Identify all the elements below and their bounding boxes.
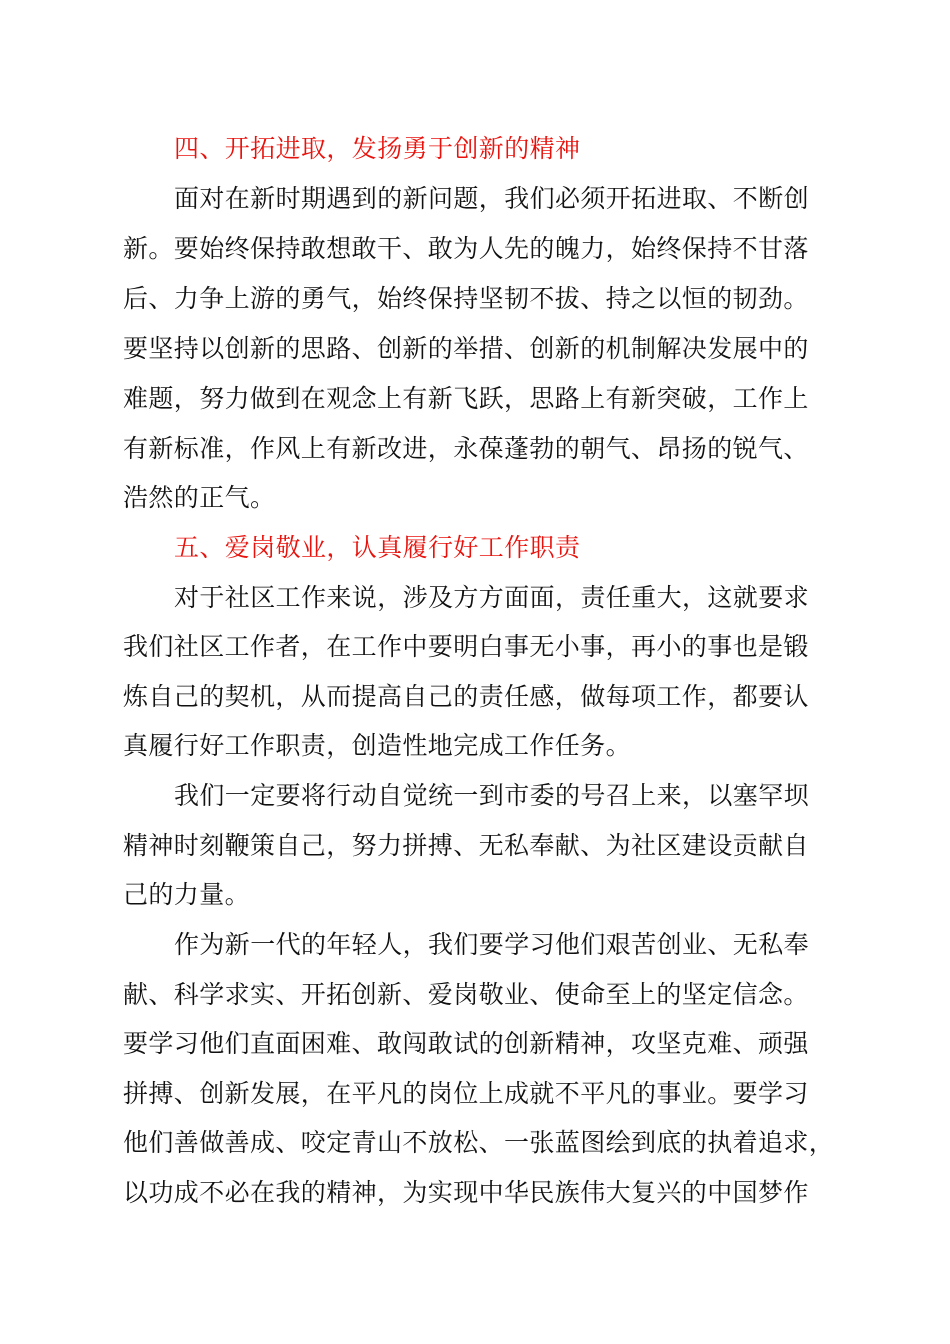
paragraph-line: 新。要始终保持敢想敢干、敢为人先的魄力，始终保持不甘落 (123, 234, 809, 263)
section-heading: 四、开拓进取，发扬勇于创新的精神 (174, 134, 581, 163)
paragraph-line: 炼自己的契机，从而提高自己的责任感，做每项工作，都要认 (123, 682, 809, 711)
paragraph-line: 后、力争上游的勇气，始终保持坚韧不拔、持之以恒的韧劲。 (123, 284, 809, 313)
paragraph-line: 面对在新时期遇到的新问题，我们必须开拓进取、不断创 (174, 184, 810, 213)
paragraph-line: 对于社区工作来说，涉及方方面面，责任重大，这就要求 (174, 583, 810, 612)
paragraph-line: 要坚持以创新的思路、创新的举措、创新的机制解决发展中的 (123, 334, 809, 363)
paragraph-line: 他们善做善成、咬定青山不放松、一张蓝图绘到底的执着追求， (123, 1128, 835, 1157)
paragraph-line: 以功成不必在我的精神，为实现中华民族伟大复兴的中国梦作 (123, 1178, 809, 1207)
paragraph-line: 难题，努力做到在观念上有新飞跃，思路上有新突破，工作上 (123, 384, 809, 413)
paragraph-line: 有新标准，作风上有新改进，永葆蓬勃的朝气、昂扬的锐气、 (123, 434, 809, 463)
paragraph-line: 己的力量。 (123, 880, 251, 909)
paragraph-line: 精神时刻鞭策自己，努力拼搏、无私奉献、为社区建设贡献自 (123, 831, 809, 860)
section-heading: 五、爱岗敬业，认真履行好工作职责 (174, 533, 581, 562)
paragraph-line: 真履行好工作职责，创造性地完成工作任务。 (123, 731, 632, 760)
paragraph-line: 献、科学求实、开拓创新、爱岗敬业、使命至上的坚定信念。 (123, 980, 809, 1009)
paragraph-line: 拼搏、创新发展，在平凡的岗位上成就不平凡的事业。要学习 (123, 1079, 809, 1108)
paragraph-line: 我们社区工作者，在工作中要明白事无小事，再小的事也是锻 (123, 632, 809, 661)
paragraph-line: 浩然的正气。 (123, 483, 276, 512)
paragraph-line: 我们一定要将行动自觉统一到市委的号召上来，以塞罕坝 (174, 781, 810, 810)
paragraph-line: 作为新一代的年轻人，我们要学习他们艰苦创业、无私奉 (174, 930, 810, 959)
paragraph-line: 要学习他们直面困难、敢闯敢试的创新精神，攻坚克难、顽强 (123, 1029, 809, 1058)
